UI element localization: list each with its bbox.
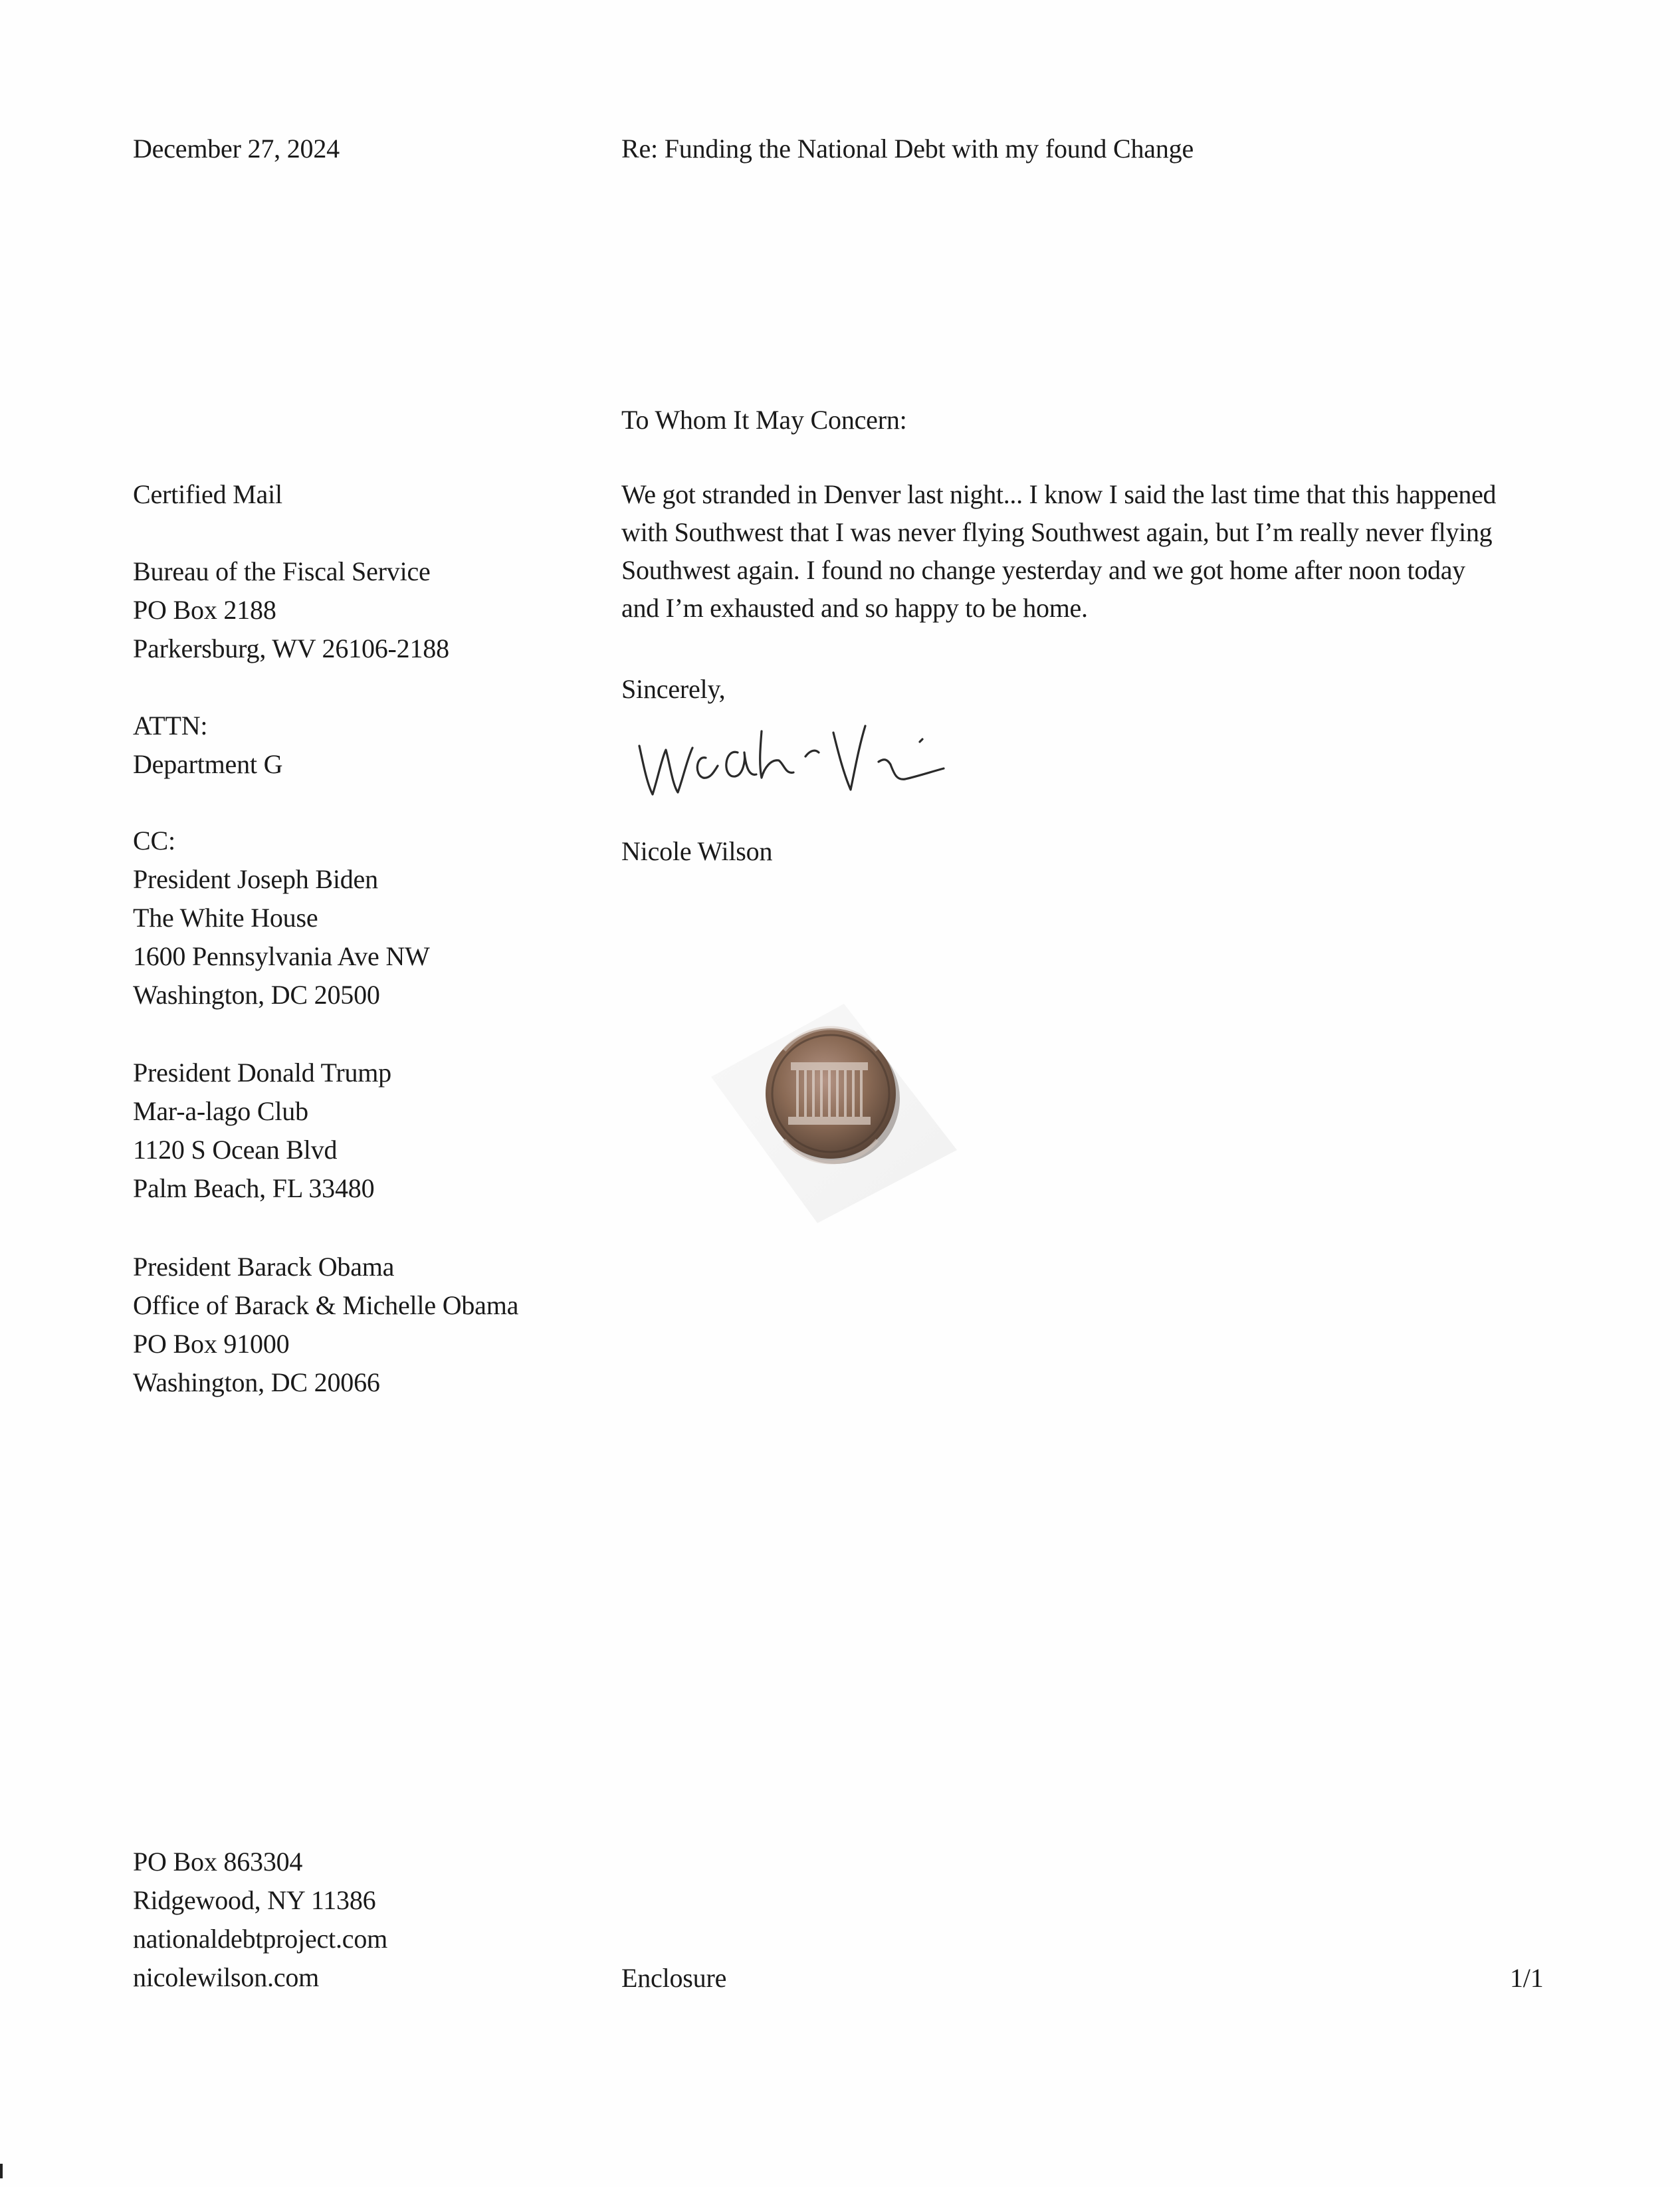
- cc-line: Washington, DC 20500: [133, 980, 380, 1010]
- sender-line: Ridgewood, NY 11386: [133, 1885, 376, 1915]
- body-line: with Southwest that I was never flying Southwest again, but I’m really never flying: [621, 517, 1493, 547]
- cc-block: [133, 822, 430, 1014]
- cc-label: CC:: [133, 826, 175, 856]
- enclosure-label: Enclosure: [621, 1963, 727, 1993]
- salutation: To Whom It May Concern:: [621, 405, 907, 435]
- cc-line: Mar-a-lago Club: [133, 1096, 308, 1126]
- sender-website-link[interactable]: nicolewilson.com: [133, 1962, 320, 1992]
- attn-block: [133, 707, 282, 784]
- attn-value: Department G: [133, 749, 283, 779]
- cc-line: 1600 Pennsylvania Ave NW: [133, 941, 430, 971]
- body-line: Southwest again. I found no change yesterday and we got home after noon today: [621, 555, 1465, 585]
- cc-line: Office of Barack & Michelle Obama: [133, 1290, 519, 1320]
- cc-entry-obama: [133, 1248, 518, 1402]
- sender-line: PO Box 863304: [133, 1847, 303, 1877]
- recipient-line: Parkersburg, WV 26106-2188: [133, 633, 449, 663]
- letter-body: [621, 475, 1565, 627]
- cc-entry-trump: [133, 1054, 391, 1208]
- cc-line: The White House: [133, 903, 318, 933]
- letter-date: December 27, 2024: [133, 134, 340, 164]
- cc-line: President Joseph Biden: [133, 864, 378, 894]
- recipient-line: Bureau of the Fiscal Service: [133, 556, 431, 586]
- recipient-address: [133, 552, 449, 668]
- cc-line: Washington, DC 20066: [133, 1367, 380, 1397]
- recipient-line: PO Box 2188: [133, 595, 276, 625]
- cc-line: President Barack Obama: [133, 1252, 395, 1282]
- mail-method: Certified Mail: [133, 479, 282, 509]
- body-line: We got stranded in Denver last night... I know I said the last time that this happened: [621, 479, 1497, 509]
- body-line: and I’m exhausted and so happy to be home.: [621, 593, 1088, 623]
- scan-artifact-mark: [0, 2164, 3, 2178]
- page-number: 1/1: [1510, 1963, 1544, 1993]
- closing: Sincerely,: [621, 674, 726, 704]
- sender-address: [133, 1843, 387, 1997]
- letter-subject: Re: Funding the National Debt with my found Change: [621, 134, 1194, 164]
- cc-line: Palm Beach, FL 33480: [133, 1173, 375, 1203]
- sender-website-link[interactable]: nationaldebtproject.com: [133, 1924, 388, 1954]
- cc-line: President Donald Trump: [133, 1058, 391, 1088]
- signer-name: Nicole Wilson: [621, 836, 773, 866]
- handwritten-signature: [631, 711, 977, 811]
- enclosed-penny-image: [691, 977, 970, 1230]
- cc-line: PO Box 91000: [133, 1329, 290, 1359]
- cc-line: 1120 S Ocean Blvd: [133, 1135, 338, 1165]
- attn-label: ATTN:: [133, 711, 208, 741]
